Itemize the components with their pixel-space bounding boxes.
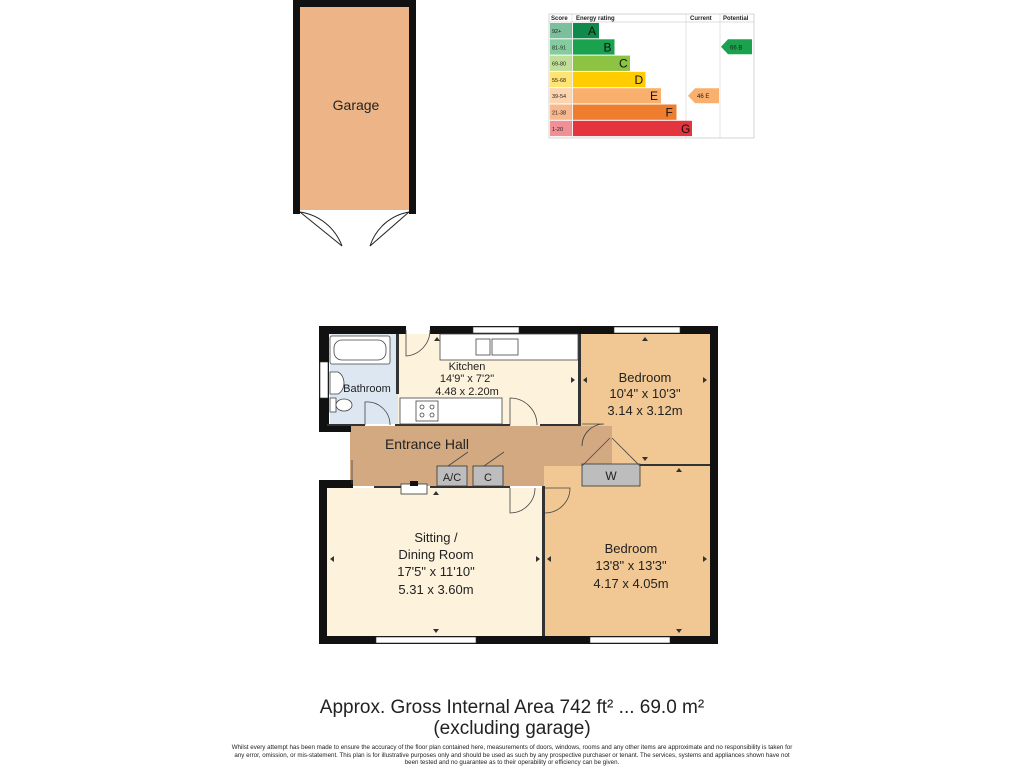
bedroom1-imperial: 10'4" x 10'3" <box>609 386 681 401</box>
basin <box>330 372 344 394</box>
epc-band-letter-a: A <box>588 24 597 38</box>
bathroom-name: Bathroom <box>343 383 391 395</box>
kitchen-imperial: 14'9" x 7'2" <box>439 373 495 385</box>
epc-band-g <box>573 121 692 136</box>
garage-doors <box>300 212 409 246</box>
epc-header-current: Current <box>690 16 712 22</box>
garage-wall-right <box>409 0 416 214</box>
epc-band-letter-d: D <box>634 72 644 87</box>
epc-score-range-e: 39-54 <box>552 94 567 101</box>
toilet <box>330 398 352 412</box>
epc-chart <box>549 14 754 138</box>
sitting-imperial: 17'5" x 11'10" <box>397 564 475 579</box>
epc-potential-text: 66 B <box>730 45 743 52</box>
epc-band-f <box>573 105 677 120</box>
epc-band-letter-e: E <box>650 89 659 104</box>
garage-wall-left <box>293 0 300 214</box>
epc-header-rating: Energy rating <box>576 16 615 22</box>
c-label: C <box>484 472 492 484</box>
epc-score-range-b: 81-91 <box>552 45 567 52</box>
epc-current-text: 46 E <box>697 94 710 101</box>
sitting-floor <box>326 488 544 636</box>
epc-band-letter-g: G <box>681 121 691 136</box>
epc-score-range-g: 1-20 <box>552 126 564 133</box>
w-label: W <box>605 469 617 483</box>
garage-label: Garage <box>332 97 380 113</box>
epc-score-range-a: 92+ <box>552 29 562 35</box>
kitchen-name: Kitchen <box>448 361 486 373</box>
garage-wall-top <box>293 0 416 7</box>
bedroom1-name: Bedroom <box>618 370 672 385</box>
epc-header-score: Score <box>551 16 568 22</box>
disclaimer: Whilst every attempt has been made to ensure the accuracy of the floor plan contained here, measurements of doors, windows, rooms and any other items are approximate and no responsibility is taken for any error, omission, or mis-statement. This plan is for illustrative purposes only and should be used as such by any prospective purchaser or tenant. The services, systems and appliances shown have not been tested and no guarantee as to their operability or efficiency can be given. <box>231 744 793 767</box>
epc-band-e <box>573 88 661 103</box>
epc-header-potential: Potential <box>723 16 749 22</box>
sitting-name-line2: Dining Room <box>398 547 474 562</box>
hall-name: Entrance Hall <box>384 436 470 452</box>
bedroom2-name: Bedroom <box>604 541 658 556</box>
sitting-metric: 5.31 x 3.60m <box>398 582 474 597</box>
epc-band-letter-f: F <box>665 105 673 120</box>
epc-band-letter-b: B <box>603 40 612 55</box>
ac-label: A/C <box>442 472 462 484</box>
garage <box>293 0 416 246</box>
epc-score-range-d: 55-68 <box>552 77 567 84</box>
flat-plan <box>319 326 718 644</box>
area-line2: (excluding garage) <box>433 718 591 739</box>
bedroom2-metric: 4.17 x 4.05m <box>593 576 669 591</box>
kitchen-metric: 4.48 x 2.20m <box>435 386 499 398</box>
epc-score-range-f: 21-38 <box>552 110 567 117</box>
sitting-name-line1: Sitting / <box>414 530 458 545</box>
bath-tub <box>330 336 390 364</box>
bedroom2-imperial: 13'8" x 13'3" <box>595 558 667 573</box>
epc-score-range-c: 69-80 <box>552 61 567 68</box>
area-line1: Approx. Gross Internal Area 742 ft² ... 69.0 m² <box>319 697 705 718</box>
epc-band-letter-c: C <box>619 56 628 71</box>
bedroom1-metric: 3.14 x 3.12m <box>607 403 683 418</box>
